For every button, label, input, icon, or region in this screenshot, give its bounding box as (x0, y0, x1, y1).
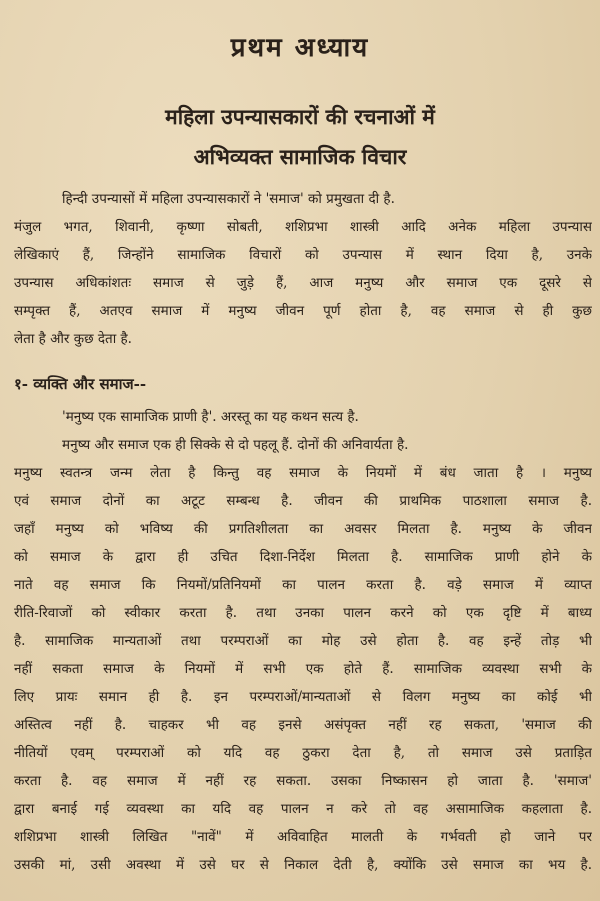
intro-line: सम्पृक्त हैं, अतएव समाज में मनुष्य जीवन पूर्ण होता है, वह समाज से ही कुछ (14, 303, 592, 319)
body-line: द्वारा बनाई गई व्यवस्था का यदि वह पालन न करे तो वह असामाजिक कहलाता है. (14, 801, 592, 817)
intro-line: लेता है और कुछ देता है. (14, 331, 132, 347)
body-line: अस्तित्व नहीं है. चाहकर भी वह इनसे असंपृक्त नहीं रह सकता, 'समाज की (14, 717, 592, 733)
body-line: उसकी मां, उसी अवस्था में उसे घर से निकाल देती है, क्योंकि उसे समाज का भय है. (14, 857, 592, 873)
body-line: है. सामाजिक मान्यताओं तथा परम्पराओं का मोह उसे होता है. वह इन्हें तोड़ भी (14, 633, 592, 649)
main-title-line-2: अभिव्यक्त सामाजिक विचार (193, 144, 407, 169)
body-line: मनुष्य और समाज एक ही सिक्के से दो पहलू हैं. दोनों की अनिवार्यता है. (62, 437, 409, 453)
main-title-line-1: महिला उपन्यासकारों की रचनाओं में (165, 104, 435, 129)
body-line: करता है. वह समाज में नहीं रह सकता. उसका निष्कासन हो जाता है. 'समाज' (14, 773, 592, 789)
intro-line: मंजुल भगत, शिवानी, कृष्णा सोबती, शशिप्रभा शास्त्री आदि अनेक महिला उपन्यास (14, 219, 592, 235)
body-line: रीति-रिवाजों को स्वीकार करता है. तथा उनका पालन करने को एक दृष्टि में बाध्य (14, 605, 592, 621)
body-line: नहीं सकता समाज के नियमों में सभी एक होते हैं. सामाजिक व्यवस्था सभी के (14, 661, 592, 677)
intro-line: हिन्दी उपन्यासों में महिला उपन्यासकारों ने 'समाज' को प्रमुखता दी है. (62, 191, 395, 207)
intro-line: लेखिकाएं हैं, जिन्होंने सामाजिक विचारों को उपन्यास में स्थान दिया है, उनके (14, 247, 592, 263)
intro-line: उपन्यास अधिकांशतः समाज से जुड़े हैं, आज मनुष्य और समाज एक दूसरे से (14, 275, 592, 291)
chapter-title: प्रथम अध्याय (230, 33, 370, 63)
body-line: को समाज के द्वारा ही उचित दिशा-निर्देश मिलता है. सामाजिक प्राणी होने के (14, 549, 592, 565)
body-line: नाते वह समाज कि नियमों/प्रतिनियमों का पालन करता है. वड़े समाज में व्याप्त (14, 577, 592, 593)
body-line: लिए प्रायः समान ही है. इन परम्पराओं/मान्यताओं से विलग मनुष्य का कोई भी (14, 689, 592, 705)
body-line: एवं समाज दोनों का अटूट सम्बन्ध है. जीवन की प्राथमिक पाठशाला समाज है. (14, 493, 592, 509)
body-line: मनुष्य स्वतन्त्र जन्म लेता है किन्तु वह समाज के नियमों में बंध जाता है । मनुष्य (14, 465, 592, 481)
body-line: शशिप्रभा शास्त्री लिखित "नावें" में अविवाहित मालती के गर्भवती हो जाने पर (14, 829, 592, 845)
body-line: 'मनुष्य एक सामाजिक प्राणी है'. अरस्तू का यह कथन सत्य है. (62, 409, 359, 425)
section-heading: १- व्यक्ति और समाज-- (14, 375, 147, 393)
body-line: नीतियों एवम् परम्पराओं को यदि वह ठुकरा देता है, तो समाज उसे प्रताड़ित (14, 745, 592, 761)
body-line: जहाँ मनुष्य को भविष्य की प्रगतिशीलता का अवसर मिलता है. मनुष्य के जीवन (14, 521, 592, 537)
